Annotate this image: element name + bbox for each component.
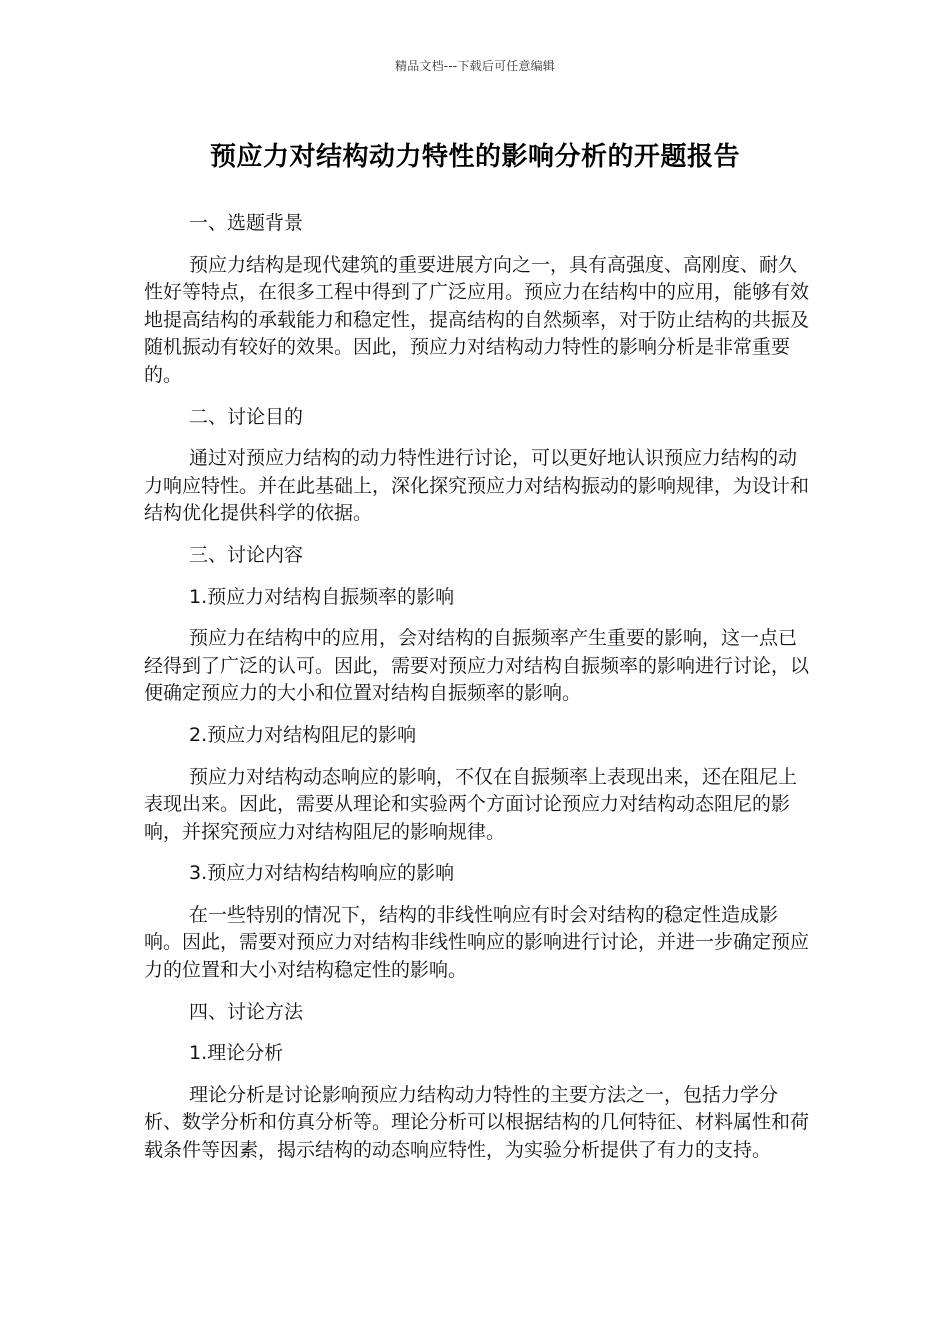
paragraph-background: 预应力结构是现代建筑的重要进展方向之一，具有高强度、高刚度、耐久性好等特点，在很多工程中得到了广泛应用。预应力在结构中的应用，能够有效地提高结构的承载能力和稳定性，提高结构的自然频率，对于防止结构的共振及随机振动有较好的效果。因此，预应力对结构动力特性的影响分析是非常重要的。	[144, 253, 810, 386]
header-note: 精品文档---下载后可任意编辑	[395, 59, 555, 73]
section-heading-content: 三、讨论内容	[189, 543, 304, 566]
subheading-damping: 2.预应力对结构阻尼的影响	[189, 723, 417, 746]
section-heading-purpose: 二、讨论目的	[189, 405, 304, 428]
subheading-frequency: 1.预应力对结构自振频率的影响	[189, 585, 455, 608]
section-heading-methods: 四、讨论方法	[189, 1000, 304, 1023]
subheading-response: 3.预应力对结构结构响应的影响	[189, 862, 455, 885]
paragraph-response: 在一些特别的情况下，结构的非线性响应有时会对结构的稳定性造成影响。因此，需要对预应力对结构非线性响应的影响进行讨论，并进一步确定预应力的位置和大小对结构稳定性的影响。	[144, 903, 810, 982]
paragraph-frequency: 预应力在结构中的应用，会对结构的自振频率产生重要的影响，这一点已经得到了广泛的认可。因此，需要对预应力对结构自振频率的影响进行讨论，以便确定预应力的大小和位置对结构自振频率的影响。	[144, 627, 810, 705]
paragraph-purpose: 通过对预应力结构的动力特性进行讨论，可以更好地认识预应力结构的动力响应特性。并在此基础上，深化探究预应力对结构振动的影响规律，为设计和结构优化提供科学的依据。	[144, 447, 810, 525]
paragraph-damping: 预应力对结构动态响应的影响，不仅在自振频率上表现出来，还在阻尼上表现出来。因此，需要从理论和实验两个方面讨论预应力对结构动态阻尼的影响，并探究预应力对结构阻尼的影响规律。	[144, 765, 798, 843]
subheading-theory: 1.理论分析	[189, 1042, 284, 1065]
paragraph-theory: 理论分析是讨论影响预应力结构动力特性的主要方法之一，包括力学分析、数学分析和仿真分析等。理论分析可以根据结构的几何特征、材料属性和荷载条件等因素，揭示结构的动态响应特性，为实验分析提供了有力的支持。	[144, 1083, 810, 1162]
section-heading-background: 一、选题背景	[189, 212, 304, 234]
document-body	[144, 210, 809, 1179]
page-title: 预应力对结构动力特性的影响分析的开题报告	[209, 142, 740, 172]
